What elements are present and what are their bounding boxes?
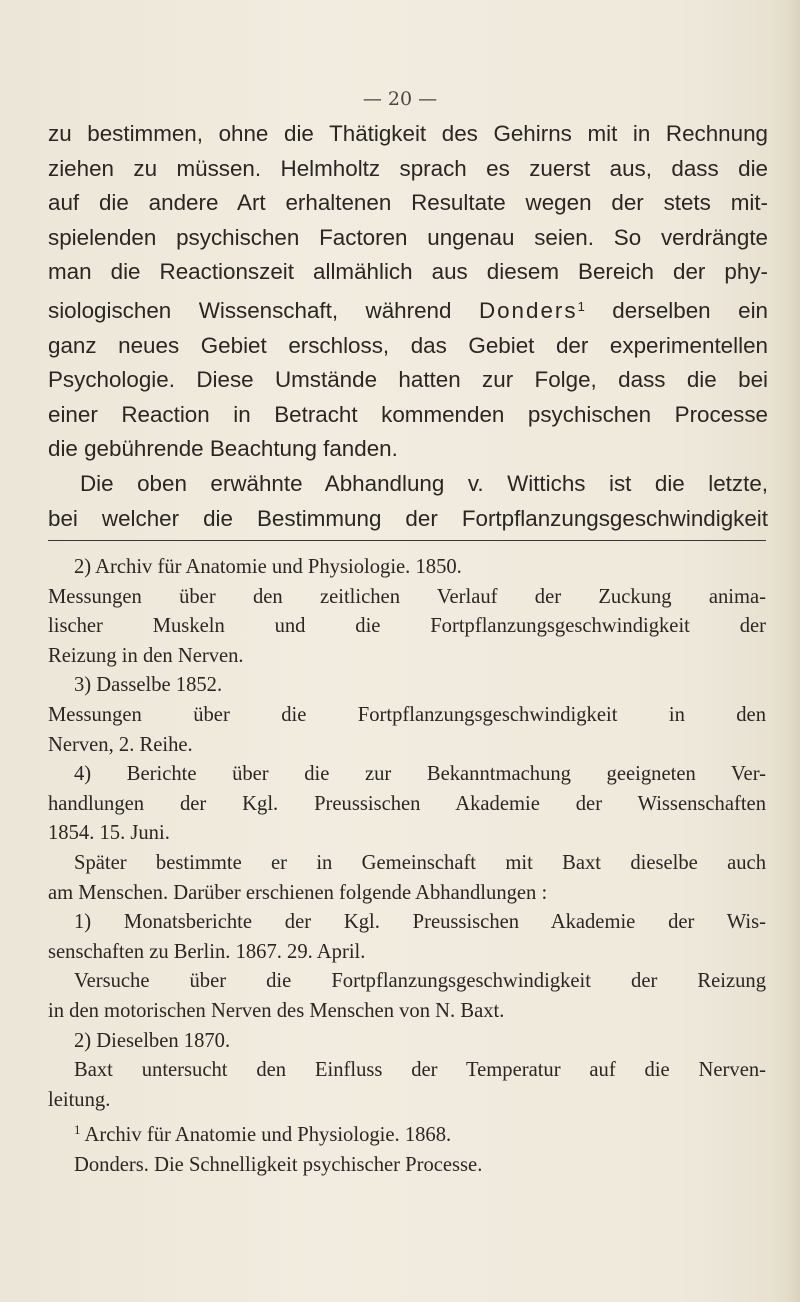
body-line: ziehen zu müssen. Helmholtz sprach es zuerst aus, dass die (48, 155, 768, 181)
footnote-line: Donders. Die Schnelligkeit psychischer Processe. (74, 1153, 483, 1176)
footnote-line: 2) Archiv für Anatomie und Physiologie. 1850. (74, 556, 462, 578)
body-line (48, 290, 768, 329)
footnote-line (48, 1115, 766, 1151)
footnote-marker: 1 (74, 1122, 81, 1138)
body-line: auf die andere Art erhaltenen Resultate wegen der stets mit- (48, 190, 768, 216)
body-line: Psychologie. Diese Umstände hatten zur Folge, dass die bei (48, 367, 768, 393)
footnote-line: Reizung in den Nerven. (48, 644, 244, 667)
body-line: spielenden psychischen Factoren ungenau seien. So verdrängte (48, 224, 768, 250)
body-line: Die oben erwähnte Abhandlung v. Wittichs ist die letzte, (80, 470, 768, 496)
footnote-line: 1) Monatsberichte der Kgl. Preussischen Akademie der Wis- (74, 911, 766, 934)
footnote-line: lischer Muskeln und die Fortpflanzungsgeschwindigkeit der (48, 615, 766, 638)
footnote-line: Messungen über die Fortpflanzungsgeschwindigkeit in den (48, 703, 766, 726)
page-edge-shadow (772, 0, 800, 1302)
footnote-text: Archiv für Anatomie und Physiologie. 1868. (80, 1124, 452, 1147)
body-text-run: siologischen Wissenschaft, während (48, 297, 479, 323)
footnote-line: 3) Dasselbe 1852. (74, 674, 223, 697)
footnotes (48, 553, 766, 1180)
page-number: — 20 — (362, 88, 438, 110)
footnote-line: Nerven, 2. Reihe. (48, 733, 193, 756)
footnote-line: leitung. (48, 1088, 111, 1111)
body-line: ganz neues Gebiet erschloss, das Gebiet der experimentellen (48, 332, 768, 358)
footnote-line: Versuche über die Fortpflanzungsgeschwindigkeit der Reizung (74, 970, 766, 993)
footnote-line: in den motorischen Nerven des Menschen von N. Baxt. (48, 999, 505, 1022)
body-line: zu bestimmen, ohne die Thätigkeit des Gehirns mit in Rechnung (48, 121, 768, 146)
footnote-line: Messungen über den zeitlichen Verlauf der Zuckung anima- (48, 585, 766, 608)
footnote-line: Baxt untersucht den Einfluss der Temperatur auf die Nerven- (74, 1059, 766, 1082)
footnote-line: am Menschen. Darüber erschienen folgende Abhandlungen : (48, 881, 548, 904)
footnote-line: 1854. 15. Juni. (48, 822, 170, 845)
footnote-line: 2) Dieselben 1870. (74, 1029, 231, 1052)
body-line: einer Reaction in Betracht kommenden psychischen Processe (48, 401, 768, 427)
body-text (48, 117, 768, 536)
body-line: die gebührende Beachtung fanden. (48, 436, 398, 462)
footnote-ref: 1 (577, 298, 585, 314)
footnote-line: handlungen der Kgl. Preussischen Akademie der Wissenschaften (48, 792, 766, 815)
footnote-divider (48, 540, 766, 541)
footnote-line: senschaften zu Berlin. 1867. 29. April. (48, 940, 366, 963)
footnote-line: Später bestimmte er in Gemeinschaft mit Baxt dieselbe auch (74, 851, 766, 874)
footnote-line: 4) Berichte über die zur Bekanntmachung geeigneten Ver- (74, 763, 766, 786)
body-line: man die Reactionszeit allmählich aus diesem Bereich der phy- (48, 259, 768, 285)
body-text-run: derselben ein (584, 297, 769, 323)
author-name: Donders (478, 297, 578, 323)
body-line: bei welcher die Bestimmung der Fortpflanzungsgeschwindigkeit (48, 505, 768, 531)
